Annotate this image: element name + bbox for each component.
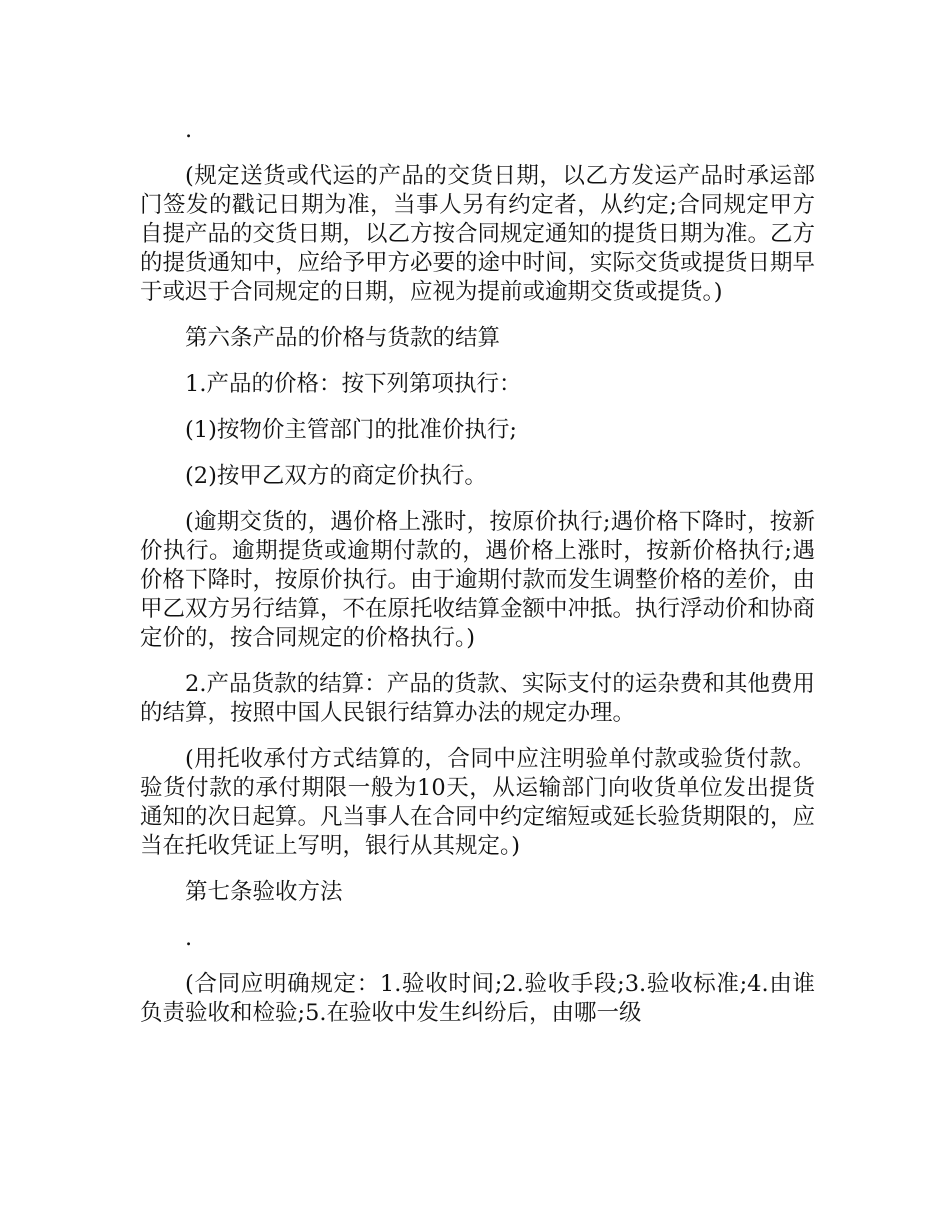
acceptance-note: (合同应明确规定：1.验收时间;2.验收手段;3.验收标准;4.由谁负责验收和检验;5.在验收中发生纠纷后，由哪一级 xyxy=(140,971,815,1026)
price-clause: 1.产品的价格：按下列第项执行： xyxy=(185,371,522,397)
placeholder-dot-2: . xyxy=(185,925,193,951)
price-option-2: (2)按甲乙双方的商定价执行。 xyxy=(185,463,487,489)
document-page xyxy=(140,116,815,1045)
payment-settlement-clause: 2.产品货款的结算：产品的货款、实际支付的运杂费和其他费用的结算，按照中国人民银行结算办法的规定办理。 xyxy=(140,671,815,726)
price-adjustment-note: (逾期交货的，遇价格上涨时，按原价执行;遇价格下降时，按新价执行。逾期提货或逾期付款的，遇价格上涨时，按新价格执行;遇价格下降时，按原价执行。由于逾期付款而发生调整价格的差价，由甲乙双方另行结算，不在原托收结算金额中冲抵。执行浮动价和协商定价的，按合同规定的价格执行。) xyxy=(140,509,816,651)
price-option-1: (1)按物价主管部门的批准价执行; xyxy=(185,417,517,443)
delivery-date-note: (规定送货或代运的产品的交货日期，以乙方发运产品时承运部门签发的戳记日期为准，当事人另有约定者，从约定;合同规定甲方自提产品的交货日期，以乙方按合同规定通知的提货日期为准。乙方的提货通知中，应给予甲方必要的途中时间，实际交货或提货日期早于或迟于合同规定的日期，应视为提前或逾期交货或提货。) xyxy=(140,163,816,305)
placeholder-dot: . xyxy=(185,117,193,143)
collection-payment-note: (用托收承付方式结算的，合同中应注明验单付款或验货付款。验货付款的承付期限一般为10天，从运输部门向收货单位发出提货通知的次日起算。凡当事人在合同中约定缩短或延长验货期限的，应当在托收凭证上写明，银行从其规定。) xyxy=(140,746,816,859)
article-six-heading: 第六条产品的价格与货款的结算 xyxy=(185,325,501,351)
article-seven-heading: 第七条验收方法 xyxy=(185,879,343,905)
